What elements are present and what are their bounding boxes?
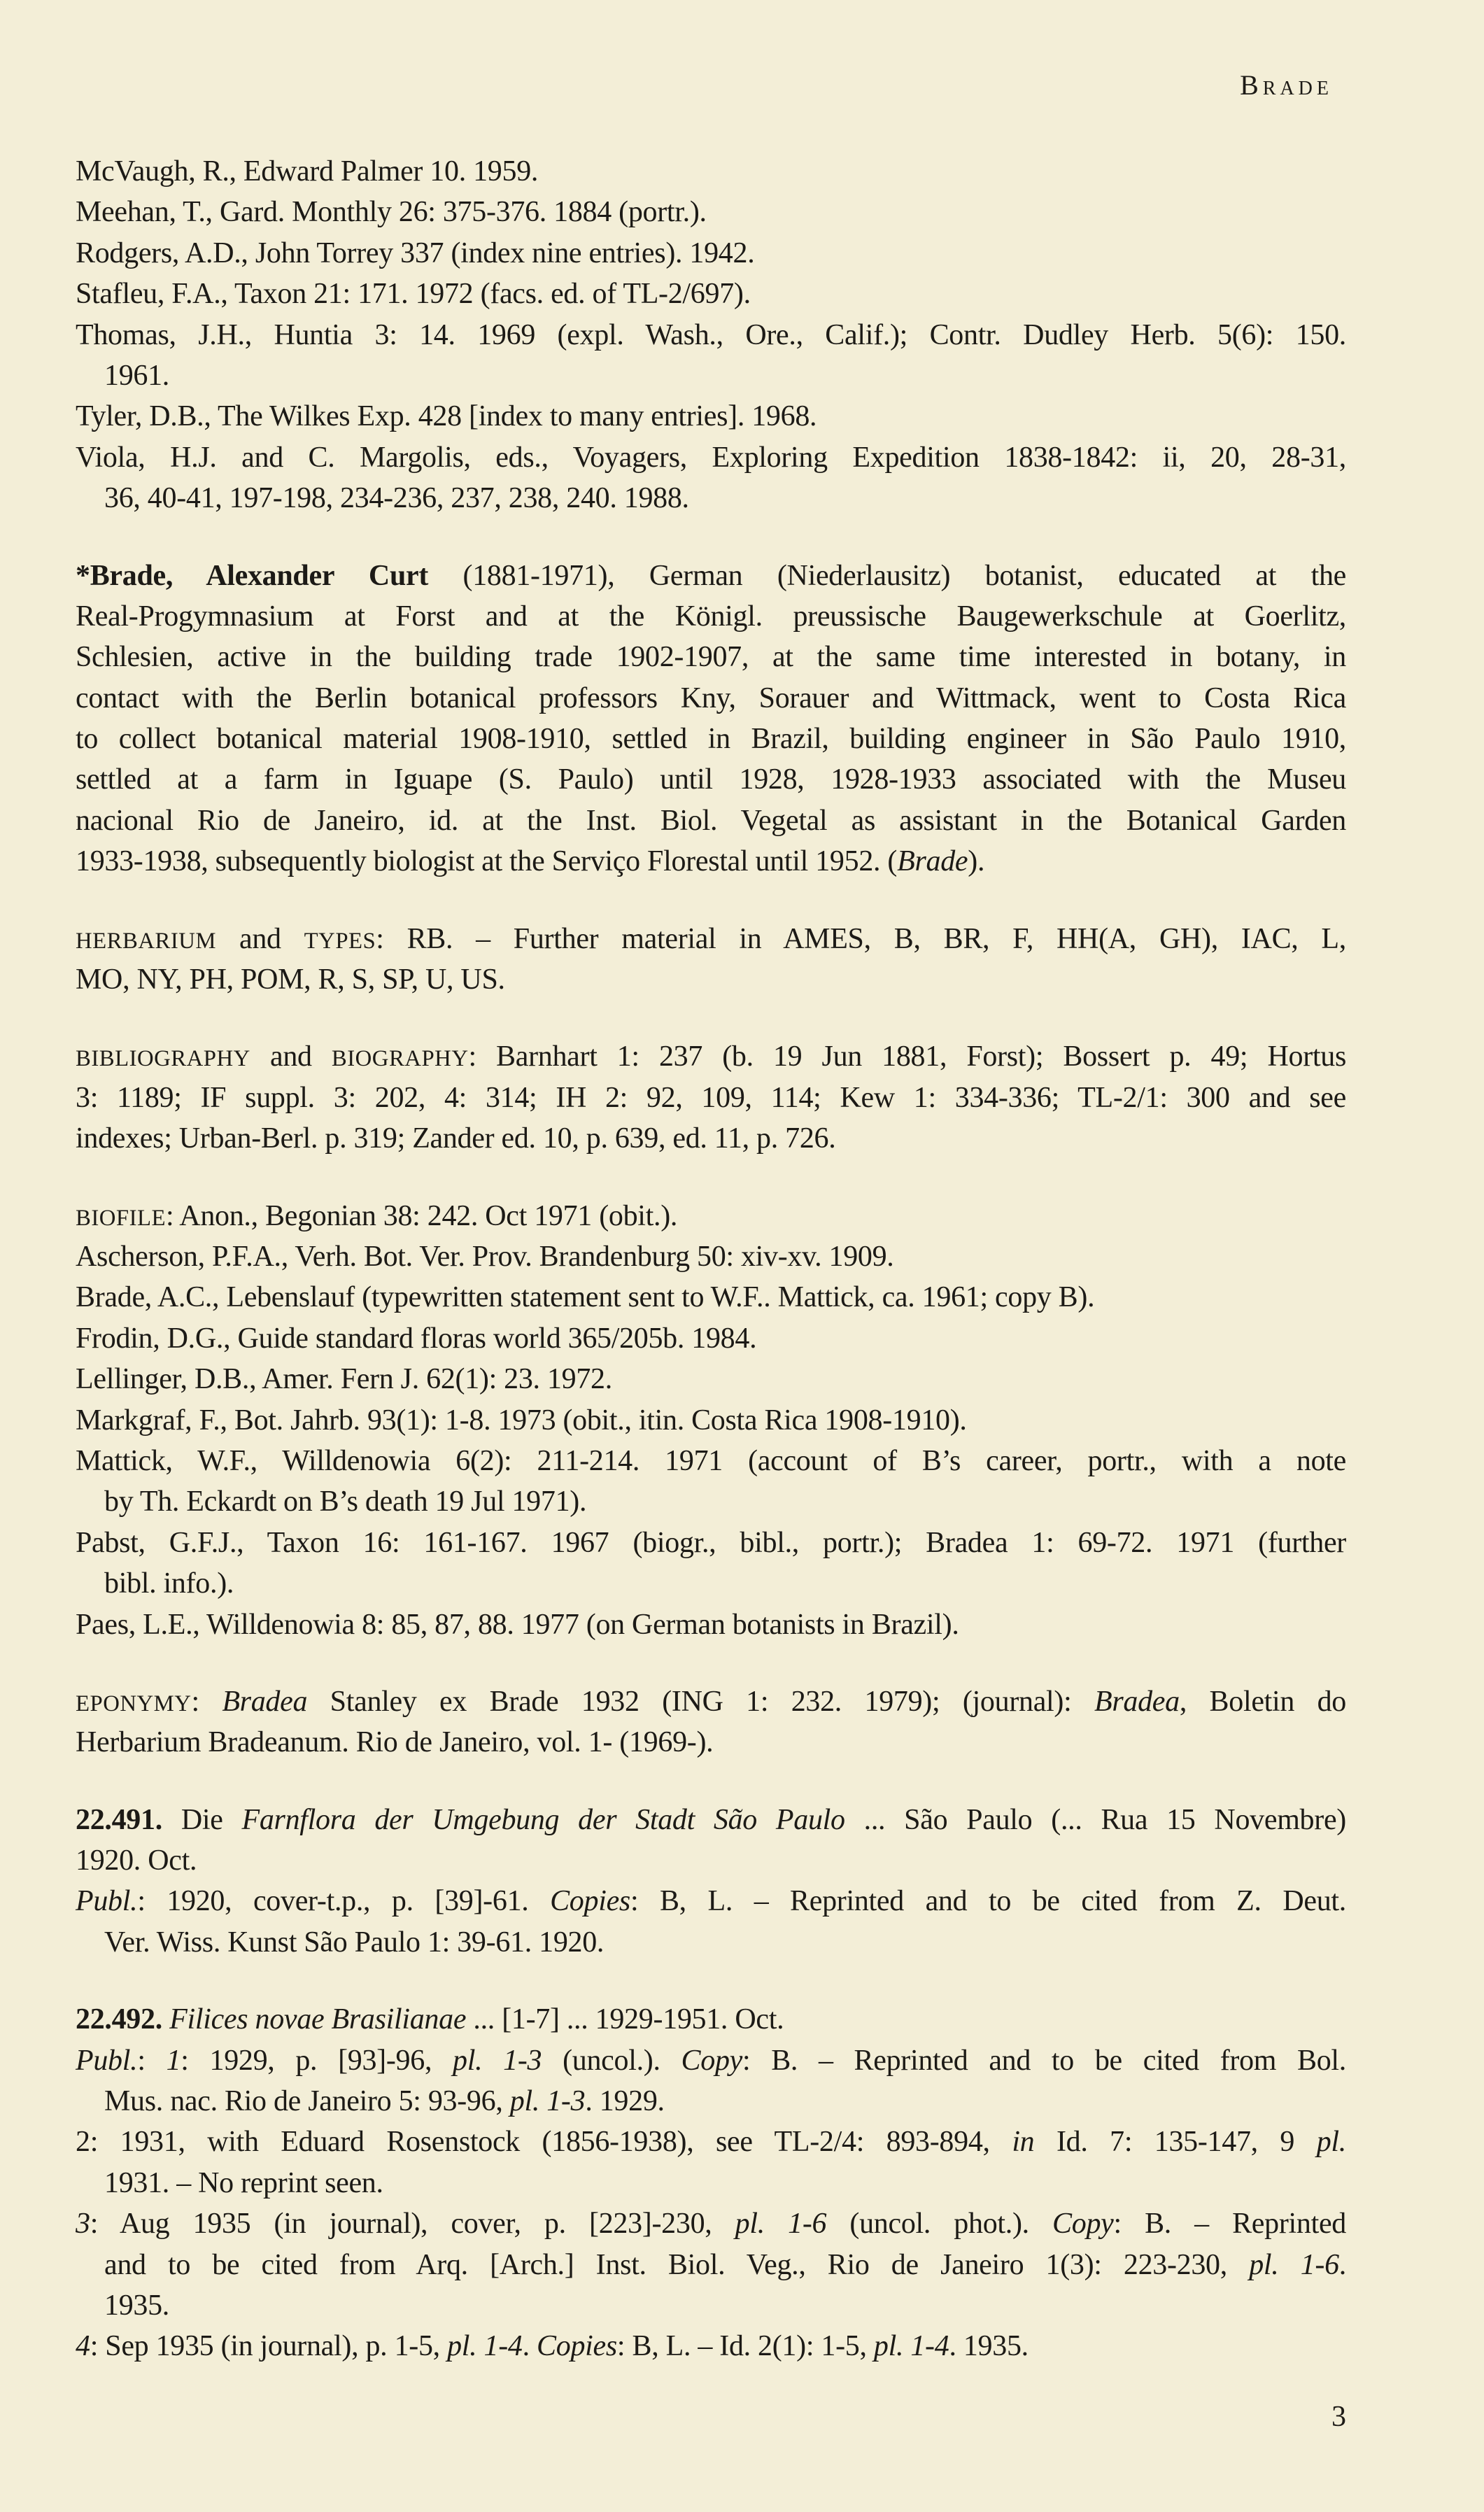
text-line xyxy=(76,919,1346,959)
text: 1961. xyxy=(104,359,170,392)
italic-text: Copy xyxy=(1052,2208,1114,2241)
section xyxy=(76,1800,1346,1963)
text: Frodin, D.G., Guide standard floras world 365/205b. 1984. xyxy=(76,1322,757,1355)
text: : xyxy=(137,2044,167,2077)
entry-heading: 22.491. xyxy=(76,1803,162,1836)
section xyxy=(76,919,1346,1001)
entry xyxy=(76,1999,1346,2040)
text-line xyxy=(76,841,1346,882)
text: Rodgers, A.D., John Torrey 337 (index nine entries). 1942. xyxy=(76,237,755,269)
italic-text: Filices novae Brasilianae xyxy=(169,2003,467,2036)
text: : 1929, p. [93]-96, xyxy=(181,2044,453,2077)
text-line xyxy=(76,478,1346,518)
text-line xyxy=(76,1523,1346,1563)
italic-text: pl. 1-3 xyxy=(509,2085,586,2118)
text-line xyxy=(76,274,1346,314)
text-line xyxy=(76,1441,1346,1481)
text: Mattick, W.F., Willdenowia 6(2): 211-214. 1971 (account of B’s career, portr., with a note xyxy=(76,1444,1346,1477)
text: Mus. nac. Rio de Janeiro 5: 93-96, xyxy=(104,2085,510,2118)
entry xyxy=(76,151,1346,192)
text: Stanley ex Brade 1932 (ING 1: 232. 1979); (journal): xyxy=(307,1685,1094,1718)
text: indexes; Urban-Berl. p. 319; Zander ed. 10, p. 639, ed. 11, p. 726. xyxy=(76,1122,836,1155)
text-line xyxy=(76,1840,1346,1881)
entry xyxy=(76,1800,1346,1882)
text: : B, L. – Reprinted and to be cited from Z. Deut. xyxy=(630,1885,1346,1918)
entry xyxy=(76,1441,1346,1523)
text: (uncol.). xyxy=(542,2044,681,2077)
italic-text: in xyxy=(1012,2126,1035,2159)
italic-text: pl. 1-4 xyxy=(873,2330,949,2363)
text-line xyxy=(76,1359,1346,1399)
text: bibl. info.). xyxy=(104,1567,234,1600)
text: : Barnhart 1: 237 (b. 19 Jun 1881, Forst); Bossert p. 49; Hortus xyxy=(468,1040,1346,1073)
text-line xyxy=(76,1196,1346,1236)
text: and xyxy=(250,1040,332,1073)
text xyxy=(162,2003,169,2035)
section-label: EPONYMY xyxy=(76,1691,192,1716)
italic-text: Farnflora der Umgebung der Stadt São Paulo xyxy=(241,1803,845,1836)
entry xyxy=(76,1036,1346,1159)
text-line xyxy=(76,1563,1346,1604)
text: ... [1-7] ... 1929-1951. Oct. xyxy=(466,2003,784,2036)
text: : B, L. – Id. 2(1): 1-5, xyxy=(616,2330,874,2363)
text-line xyxy=(76,151,1346,192)
italic-text: 3 xyxy=(76,2208,90,2241)
text: Viola, H.J. and C. Margolis, eds., Voyagers, Exploring Expedition 1838-1842: ii, 20, 28-31, xyxy=(76,441,1346,474)
italic-text: pl. 1-6 xyxy=(735,2208,827,2241)
italic-text: Bradea xyxy=(222,1685,308,1718)
entry xyxy=(76,919,1346,1001)
section xyxy=(76,1999,1346,2367)
text: : Sep 1935 (in journal), p. 1-5, xyxy=(90,2330,448,2363)
text-line xyxy=(76,192,1346,232)
text: McVaugh, R., Edward Palmer 10. 1959. xyxy=(76,155,539,188)
text: : B. – Reprinted xyxy=(1113,2208,1346,2241)
text-line xyxy=(76,233,1346,274)
text: . 1929. xyxy=(585,2085,665,2118)
text: Markgraf, F., Bot. Jahrb. 93(1): 1-8. 1973 (obit., itin. Costa Rica 1908-1910). xyxy=(76,1404,967,1437)
italic-text: Brade xyxy=(897,845,968,878)
text: Ver. Wiss. Kunst São Paulo 1: 39-61. 1920. xyxy=(104,1926,605,1959)
entry xyxy=(76,2203,1346,2326)
section-label: BIOGRAPHY xyxy=(331,1046,469,1072)
text-line xyxy=(76,1604,1346,1645)
text-line xyxy=(76,637,1346,677)
text-line xyxy=(76,1118,1346,1159)
text: Stafleu, F.A., Taxon 21: 171. 1972 (facs. ed. of TL-2/697). xyxy=(76,278,751,311)
text: Meehan, T., Gard. Monthly 26: 375-376. 1884 (portr.). xyxy=(76,196,707,229)
section xyxy=(76,1681,1346,1763)
text: : 1920, cover-t.p., p. [39]-61. xyxy=(137,1885,551,1918)
text: Herbarium Bradeanum. Rio de Janeiro, vol. 1- (1969-). xyxy=(76,1726,714,1759)
text-line xyxy=(76,1400,1346,1441)
text-line xyxy=(76,1318,1346,1359)
text: : Anon., Begonian 38: 242. Oct 1971 (obit.). xyxy=(166,1199,678,1232)
entry xyxy=(76,1277,1346,1318)
text-line xyxy=(76,2040,1346,2081)
entry xyxy=(76,396,1346,437)
italic-text: Copies xyxy=(537,2330,617,2363)
text: 3: 1189; IF suppl. 3: 202, 4: 314; IH 2: 92, 109, 114; Kew 1: 334-336; TL-2/1: 300 and see xyxy=(76,1081,1346,1114)
text: settled at a farm in Iguape (S. Paulo) until 1928, 1928-1933 associated with the Museu xyxy=(76,763,1346,796)
text: 1933-1938, subsequently biologist at the Serviço Florestal until 1952. ( xyxy=(76,845,898,878)
text-line xyxy=(76,759,1346,800)
italic-text: Bradea xyxy=(1094,1685,1180,1718)
text: MO, NY, PH, POM, R, S, SP, U, US. xyxy=(76,964,505,996)
italic-text: pl. 1-6 xyxy=(1249,2248,1339,2281)
text-line xyxy=(76,2245,1346,2285)
entry xyxy=(76,1318,1346,1359)
text: . 1935. xyxy=(949,2330,1029,2363)
text-line xyxy=(76,1236,1346,1277)
text-line xyxy=(76,315,1346,355)
section xyxy=(76,1196,1346,1645)
entry xyxy=(76,1400,1346,1441)
text: Thomas, J.H., Huntia 3: 14. 1969 (expl. Wash., Ore., Calif.); Contr. Dudley Herb. 5(6): 150. xyxy=(76,318,1346,351)
text: contact with the Berlin botanical professors Kny, Sorauer and Wittmack, went to Costa Rica xyxy=(76,682,1346,714)
text: : Aug 1935 (in journal), cover, p. [223]-230, xyxy=(90,2208,735,2241)
italic-text: Copy xyxy=(681,2044,742,2077)
text: : xyxy=(191,1685,222,1718)
text-line xyxy=(76,1681,1346,1722)
entry xyxy=(76,1359,1346,1399)
text-line xyxy=(76,1078,1346,1118)
entry xyxy=(76,2122,1346,2203)
text-line xyxy=(76,2081,1346,2122)
text: ... São Paulo (... Rua 15 Novembre) xyxy=(845,1803,1346,1836)
text-line xyxy=(76,678,1346,719)
text: (uncol. phot.). xyxy=(826,2208,1053,2241)
italic-text: 4 xyxy=(76,2330,90,2363)
text: Brade, A.C., Lebenslauf (typewritten statement sent to W.F.. Mattick, ca. 1961; copy B). xyxy=(76,1281,1095,1314)
text: and to be cited from Arq. [Arch.] Inst. Biol. Veg., Rio de Janeiro 1(3): 223-230, xyxy=(104,2248,1250,2281)
entry xyxy=(76,233,1346,274)
text: Pabst, G.F.J., Taxon 16: 161-167. 1967 (biogr., bibl., portr.); Bradea 1: 69-72. 1971 (further xyxy=(76,1526,1346,1559)
entry-heading: *Brade, Alexander Curt xyxy=(76,559,429,592)
entry xyxy=(76,192,1346,232)
entry-heading: 22.492. xyxy=(76,2003,162,2036)
entry xyxy=(76,315,1346,397)
italic-text: Publ. xyxy=(76,2044,138,2077)
text: (1881-1971), German (Niederlausitz) botanist, educated at the xyxy=(428,559,1346,592)
section-label: TYPES xyxy=(304,928,376,954)
text: . xyxy=(1338,2248,1346,2281)
entry xyxy=(76,1681,1346,1763)
text-line xyxy=(76,437,1346,478)
text-line xyxy=(76,1481,1346,1522)
text-line xyxy=(76,1922,1346,1963)
text: by Th. Eckardt on B’s death 19 Jul 1971). xyxy=(104,1486,587,1518)
section xyxy=(76,1036,1346,1159)
page-number: 3 xyxy=(1331,2401,1346,2433)
text-line xyxy=(76,1722,1346,1763)
italic-text: 1 xyxy=(166,2044,181,2077)
page-body xyxy=(76,151,1346,2367)
entry xyxy=(76,274,1346,314)
entry xyxy=(76,1881,1346,1963)
text-line xyxy=(76,959,1346,1000)
text-line xyxy=(76,396,1346,437)
text-line xyxy=(76,2203,1346,2244)
text: : RB. – Further material in AMES, B, BR, F, HH(A, GH), IAC, L, xyxy=(376,922,1346,955)
text-line xyxy=(76,1036,1346,1077)
text-line xyxy=(76,1277,1346,1318)
text-line xyxy=(76,1999,1346,2040)
text-line xyxy=(76,2163,1346,2203)
entry xyxy=(76,1604,1346,1645)
text: 1920. Oct. xyxy=(76,1844,197,1877)
text: 1935. xyxy=(104,2289,170,2322)
text: Real-Progymnasium at Forst and at the Königl. preussische Baugewerkschule at Goerlitz, xyxy=(76,600,1346,633)
entry xyxy=(76,1236,1346,1277)
italic-text: Copies xyxy=(550,1885,630,1918)
text-line xyxy=(76,800,1346,841)
text-line xyxy=(76,1800,1346,1840)
text: Paes, L.E., Willdenowia 8: 85, 87, 88. 1977 (on German botanists in Brazil). xyxy=(76,1608,959,1641)
text: ). xyxy=(968,845,985,878)
text-line xyxy=(76,2122,1346,2162)
section-label: BIOFILE xyxy=(76,1205,167,1231)
italic-text: Publ. xyxy=(76,1885,138,1918)
entry xyxy=(76,556,1346,882)
italic-text: pl. 1-3 xyxy=(453,2044,542,2077)
text-line xyxy=(76,556,1346,596)
text: Schlesien, active in the building trade 1902-1907, at the same time interested in botany, in xyxy=(76,641,1346,674)
italic-text: pl. 1-4 xyxy=(447,2330,523,2363)
text: : B. – Reprinted and to be cited from Bol. xyxy=(742,2044,1346,2077)
text: nacional Rio de Janeiro, id. at the Inst. Biol. Vegetal as assistant in the Botanical Garden xyxy=(76,804,1346,837)
text-line xyxy=(76,719,1346,759)
text: Tyler, D.B., The Wilkes Exp. 428 [index to many entries]. 1968. xyxy=(76,400,817,433)
entry xyxy=(76,437,1346,519)
entry xyxy=(76,1523,1346,1604)
text: 2 xyxy=(76,2126,90,2159)
section xyxy=(76,556,1346,882)
section-label: HERBARIUM xyxy=(76,928,217,954)
text: . xyxy=(522,2330,537,2363)
text-line xyxy=(76,1881,1346,1921)
text: and xyxy=(216,922,304,955)
entry xyxy=(76,2040,1346,2122)
italic-text: pl. xyxy=(1316,2126,1346,2159)
entry xyxy=(76,2326,1346,2366)
text: 1931. – No reprint seen. xyxy=(104,2166,383,2199)
text: Lellinger, D.B., Amer. Fern J. 62(1): 23. 1972. xyxy=(76,1363,612,1396)
section-label: BIBLIOGRAPHY xyxy=(76,1046,250,1072)
section xyxy=(76,151,1346,519)
text-line xyxy=(76,596,1346,637)
text: Id. 7: 135-147, 9 xyxy=(1034,2126,1317,2159)
text: to collect botanical material 1908-1910, settled in Brazil, building engineer in São Paulo 1910, xyxy=(76,723,1346,756)
text-line xyxy=(76,355,1346,396)
running-head: Brade xyxy=(1240,69,1333,101)
entry xyxy=(76,1196,1346,1236)
text: : 1931, with Eduard Rosenstock (1856-1938), see TL-2/4: 893-894, xyxy=(90,2126,1012,2159)
text: 36, 40-41, 197-198, 234-236, 237, 238, 240. 1988. xyxy=(104,482,689,515)
text-line xyxy=(76,2285,1346,2326)
text-line xyxy=(76,2326,1346,2366)
text: Die xyxy=(162,1803,242,1836)
text: , Boletin do xyxy=(1179,1685,1346,1718)
text: Ascherson, P.F.A., Verh. Bot. Ver. Prov. Brandenburg 50: xiv-xv. 1909. xyxy=(76,1240,894,1273)
